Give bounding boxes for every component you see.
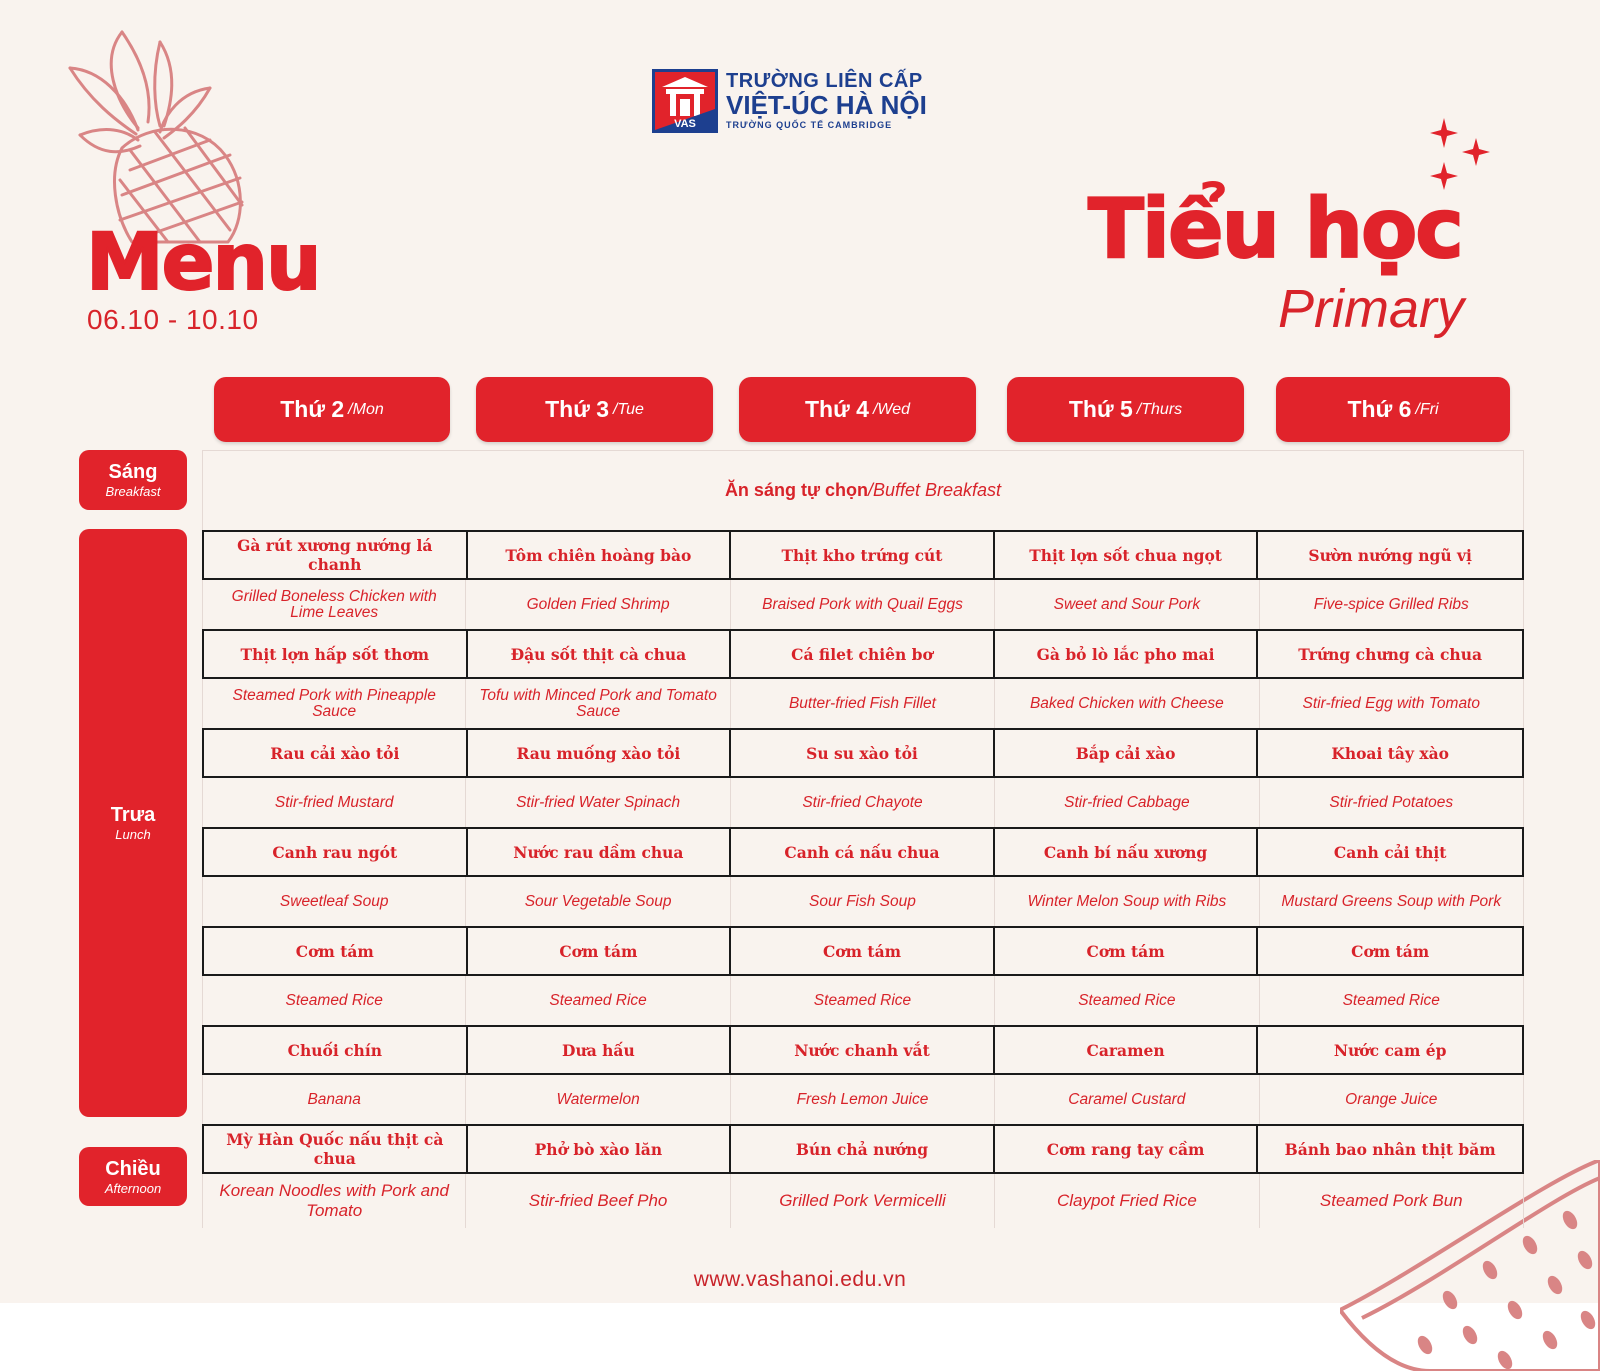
dish-vi: Bún chả nướng [731,1126,995,1172]
dish-vi: Gà bỏ lò lắc pho mai [995,631,1259,677]
day-header-thu [1007,377,1244,442]
table-row [202,1075,1524,1124]
table-row [202,530,1524,580]
dish-vi: Tôm chiên hoàng bào [468,532,732,578]
logo-emblem-text: VAS [674,118,696,130]
dish-vi: Gà rút xương nướng lá chanh [204,532,468,578]
dish-vi: Cơm tám [468,928,732,974]
dish-en: Steamed Rice [731,976,995,1025]
logo-line-3: TRƯỜNG QUỐC TẾ CAMBRIDGE [726,120,893,130]
dish-en: Baked Chicken with Cheese [995,679,1259,728]
dish-en: Winter Melon Soup with Ribs [995,877,1259,926]
day-label-en: /Thurs [1136,400,1183,418]
menu-grid [202,530,1524,1228]
dish-en: Steamed Rice [1260,976,1524,1025]
dish-en: Steamed Pork Bun [1260,1174,1524,1228]
dish-en: Steamed Pork with Pineapple Sauce [202,679,466,728]
dish-vi: Cơm tám [731,928,995,974]
meal-label-en: Breakfast [105,484,161,499]
dish-vi: Nước cam ép [1333,1040,1447,1060]
dish-vi: Cơm tám [995,928,1259,974]
table-row [202,580,1524,629]
dish-vi: Thịt lợn sốt chua ngọt [995,532,1259,578]
dish-en: Sour Fish Soup [731,877,995,926]
table-row [202,926,1524,976]
dish-vi: Sườn nướng ngũ vị [1308,545,1472,565]
meal-label-vi: Chiều [105,1157,161,1180]
meal-label-vi: Sáng [108,461,158,483]
meal-label-en: Afternoon [104,1180,162,1196]
pineapple-icon [60,30,260,245]
table-row [202,827,1524,877]
dish-vi: Rau cải xào tỏi [204,730,468,776]
dish-en: Banana [202,1075,466,1124]
table-row [202,728,1524,778]
dish-vi: Canh rau ngót [204,829,468,875]
dish-vi: Thịt kho trứng cút [731,532,995,578]
dish-en: Fresh Lemon Juice [731,1075,995,1124]
dish-en: Grilled Pork Vermicelli [731,1174,995,1228]
dish-en: Braised Pork with Quail Eggs [731,580,995,629]
dish-en: Golden Fried Shrimp [466,580,730,629]
dish-en: Stir-fried Potatoes [1260,778,1524,827]
dish-en: Mustard Greens Soup with Pork [1260,877,1524,926]
table-row [202,877,1524,926]
dish-en: Sweetleaf Soup [202,877,466,926]
logo-line-1: TRƯỜNG LIÊN CẤP [726,70,923,92]
breakfast-vi: Ăn sáng tự chọn [724,480,868,500]
day-label-vi: Thứ 4 [805,396,869,422]
table-row [202,629,1524,679]
table-row [202,1025,1524,1075]
dish-vi: Canh cá nấu chua [731,829,995,875]
dish-vi: Nước chanh vắt [731,1027,995,1073]
meal-label-en: Lunch [115,827,151,842]
dish-vi: Cơm tám [204,928,468,974]
level-title-en: Primary [1278,279,1464,339]
dish-en: Claypot Fried Rice [995,1174,1259,1228]
dish-vi: Dưa hấu [468,1027,732,1073]
dish-en: Stir-fried Mustard [202,778,466,827]
dish-en: Stir-fried Beef Pho [466,1174,730,1228]
dish-en: Orange Juice [1260,1075,1524,1124]
dish-en: Steamed Rice [202,976,466,1025]
dish-en: Butter-fried Fish Fillet [731,679,995,728]
table-row [202,976,1524,1025]
day-label-vi: Thứ 3 [545,396,610,422]
dish-vi: Cá filet chiên bơ [731,631,995,677]
school-logo [652,69,927,133]
day-label-vi: Thứ 2 [280,396,345,422]
dish-en: Watermelon [466,1075,730,1124]
dish-en: Sour Vegetable Soup [466,877,730,926]
logo-line-2: VIỆT-ÚC HÀ NỘI [726,90,927,120]
dish-vi: Bắp cải xào [995,730,1259,776]
day-header-mon [214,377,450,442]
day-label-en: /Wed [872,400,910,418]
dish-en: Steamed Rice [995,976,1259,1025]
table-row [202,1124,1524,1174]
table-row [202,1174,1524,1228]
table-row [202,679,1524,728]
dish-vi: Canh bí nấu xương [995,829,1259,875]
dish-vi: Canh cải thịt [1333,842,1447,862]
dish-en: Stir-fried Chayote [731,778,995,827]
meal-label-vi: Trưa [110,804,156,826]
dish-vi: Phở bò xào lăn [468,1126,732,1172]
dish-en: Korean Noodles with Pork and Tomato [202,1174,466,1228]
day-label-en: /Mon [348,400,384,418]
dish-en: Stir-fried Water Spinach [466,778,730,827]
dish-vi: Bánh bao nhân thịt băm [1284,1139,1496,1159]
school-emblem-icon [652,69,718,133]
dish-vi: Cơm rang tay cầm [995,1126,1259,1172]
meal-label-breakfast [79,450,187,510]
dish-vi: Cơm tám [1351,941,1430,961]
level-title-vi: Tiểu học [1088,182,1462,277]
day-label-en: /Fri [1415,400,1439,418]
day-label-vi: Thứ 6 [1347,396,1412,422]
dish-vi: Đậu sốt thịt cà chua [468,631,732,677]
dish-vi: Khoai tây xào [1331,743,1449,763]
date-range: 06.10 - 10.10 [87,304,259,335]
day-header-wed [739,377,976,442]
meal-label-afternoon [79,1147,187,1206]
dish-vi: Thịt lợn hấp sốt thơm [204,631,468,677]
dish-vi: Trứng chưng cà chua [1298,644,1483,664]
breakfast-en: /Buffet Breakfast [867,480,1002,500]
table-row [202,778,1524,827]
dish-en: Sweet and Sour Pork [995,580,1259,629]
dish-vi: Caramen [995,1027,1259,1073]
day-header-tue [476,377,713,442]
dish-vi: Nước rau dầm chua [468,829,732,875]
dish-vi: Su su xào tỏi [731,730,995,776]
day-header-fri [1276,377,1510,442]
dish-en: Five-spice Grilled Ribs [1260,580,1524,629]
dish-en: Grilled Boneless Chicken with Lime Leaves [202,580,466,629]
website-link[interactable]: www.vashanoi.edu.vn [693,1268,907,1291]
dish-en: Stir-fried Cabbage [995,778,1259,827]
day-label-vi: Thứ 5 [1068,396,1133,422]
dish-en: Steamed Rice [466,976,730,1025]
dish-en: Caramel Custard [995,1075,1259,1124]
dish-en: Tofu with Minced Pork and Tomato Sauce [466,679,730,728]
day-label-en: /Tue [613,400,644,418]
dish-vi: Mỳ Hàn Quốc nấu thịt cà chua [204,1126,468,1172]
dish-vi: Rau muống xào tỏi [468,730,732,776]
breakfast-cell [202,450,1524,530]
menu-title: Menu [86,218,320,308]
dish-en: Stir-fried Egg with Tomato [1260,679,1524,728]
meal-label-lunch [79,529,187,1117]
dish-vi: Chuối chín [204,1027,468,1073]
